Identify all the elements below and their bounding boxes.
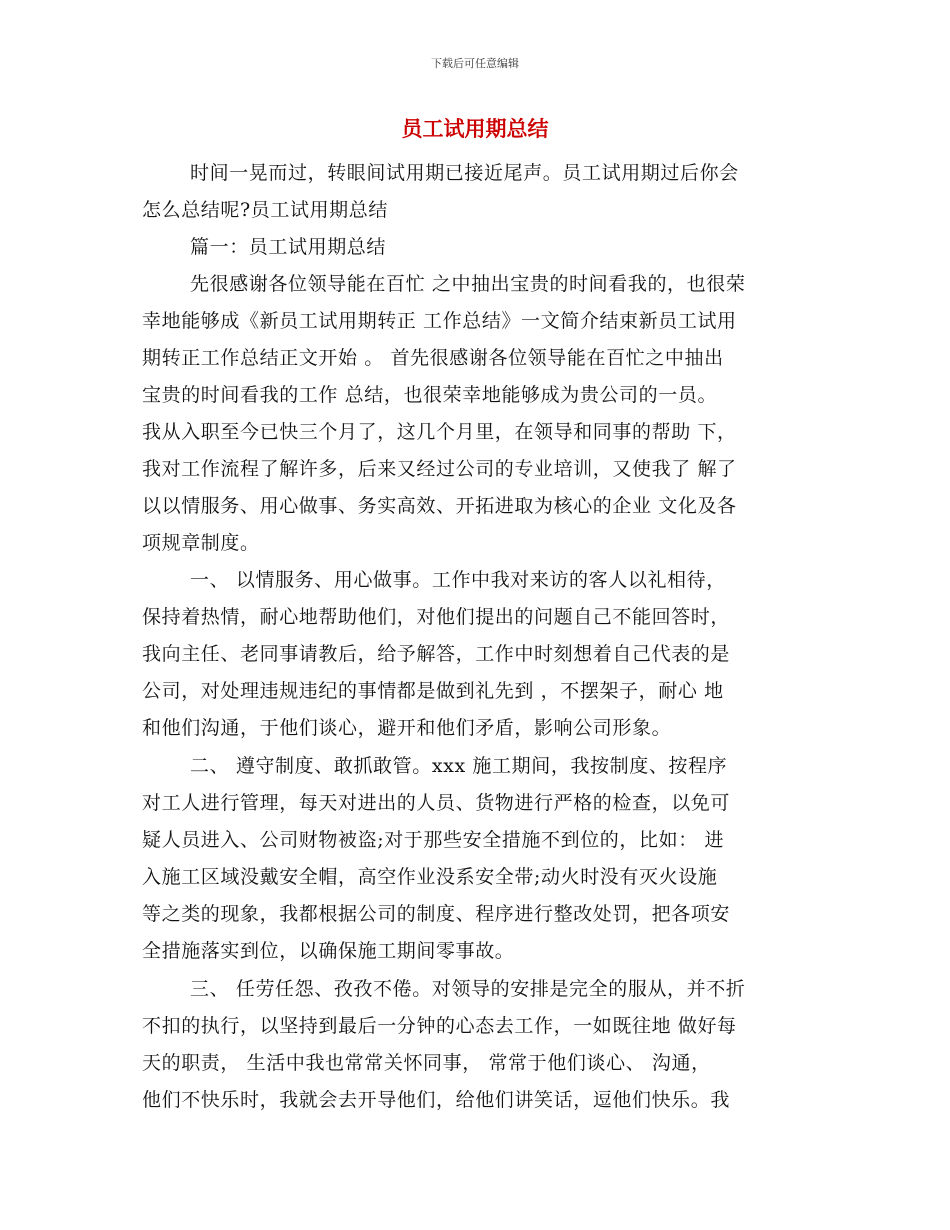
body-line: 一、 以情服务、用心做事。工作中我对来访的客人以礼相待， bbox=[190, 569, 726, 591]
body-line: 保持着热情，耐心地帮助他们，对他们提出的问题自己不能回答时， bbox=[142, 606, 731, 628]
body-line: 我从入职至今已快三个月了，这几个月里，在领导和同事的帮助 下， bbox=[142, 421, 737, 443]
body-line: 幸地能够成《新员工试用期转正 工作总结》一文简介结束新员工试用 bbox=[142, 310, 737, 332]
body-line: 时间一晃而过，转眼间试用期已接近尾声。员工试用期过后你会 bbox=[190, 162, 739, 184]
body-line: 等之类的现象，我都根据公司的制度、程序进行整改处罚，把各项安 bbox=[142, 903, 731, 925]
body-line: 项规章制度。 bbox=[142, 532, 260, 554]
body-line: 先很感谢各位领导能在百忙 之中抽出宝贵的时间看我的，也很荣 bbox=[190, 273, 746, 295]
body-line: 期转正工作总结正文开始 。 首先很感谢各位领导能在百忙之中抽出 bbox=[142, 347, 724, 369]
body-line: 我对工作流程了解许多，后来又经过公司的专业培训，又使我了 解了 bbox=[142, 458, 737, 480]
body-line: 以以情服务、用心做事、务实高效、开拓进取为核心的企业 文化及各 bbox=[142, 495, 737, 517]
body-line: 宝贵的时间看我的工作 总结，也很荣幸地能够成为贵公司的一员。 bbox=[142, 384, 718, 406]
header-note: 下载后可任意编辑 bbox=[431, 57, 519, 70]
body-line: 全措施落实到位，以确保施工期间零事故。 bbox=[142, 940, 515, 962]
body-line: 疑人员进入、公司财物被盗;对于那些安全措施不到位的，比如： 进 bbox=[142, 829, 725, 851]
body-line: 怎么总结呢?员工试用期总结 bbox=[142, 199, 388, 221]
body-line: 和他们沟通，于他们谈心，避开和他们矛盾，影响公司形象。 bbox=[142, 717, 672, 739]
body-line: 对工人进行管理，每天对进出的人员、货物进行严格的检查，以免可 bbox=[142, 792, 731, 814]
body-line: 我向主任、老同事请教后，给予解答，工作中时刻想着自己代表的是 bbox=[142, 643, 731, 665]
body-line: 篇一：员工试用期总结 bbox=[190, 236, 387, 258]
body-line: 公司，对处理违规违纪的事情都是做到礼先到 ，不摆架子，耐心 地 bbox=[142, 680, 724, 702]
body-line: 二、 遵守制度、敢抓敢管。xxx 施工期间，我按制度、按程序 bbox=[190, 755, 728, 777]
body-line: 天的职责， 生活中我也常常关怀同事， 常常于他们谈心、 沟通， bbox=[142, 1052, 711, 1074]
body-line: 不扣的执行，以坚持到最后一分钟的心态去工作，一如既往地 做好每 bbox=[142, 1015, 737, 1037]
body-line: 入施工区域没戴安全帽，高空作业没系安全带;动火时没有灭火设施 bbox=[142, 866, 718, 888]
body-line: 他们不快乐时，我就会去开导他们，给他们讲笑话，逗他们快乐。我 bbox=[142, 1089, 731, 1111]
document-title: 员工试用期总结 bbox=[401, 117, 549, 141]
body-line: 三、 任劳任怨、孜孜不倦。对领导的安排是完全的服从，并不折 bbox=[190, 978, 746, 1000]
